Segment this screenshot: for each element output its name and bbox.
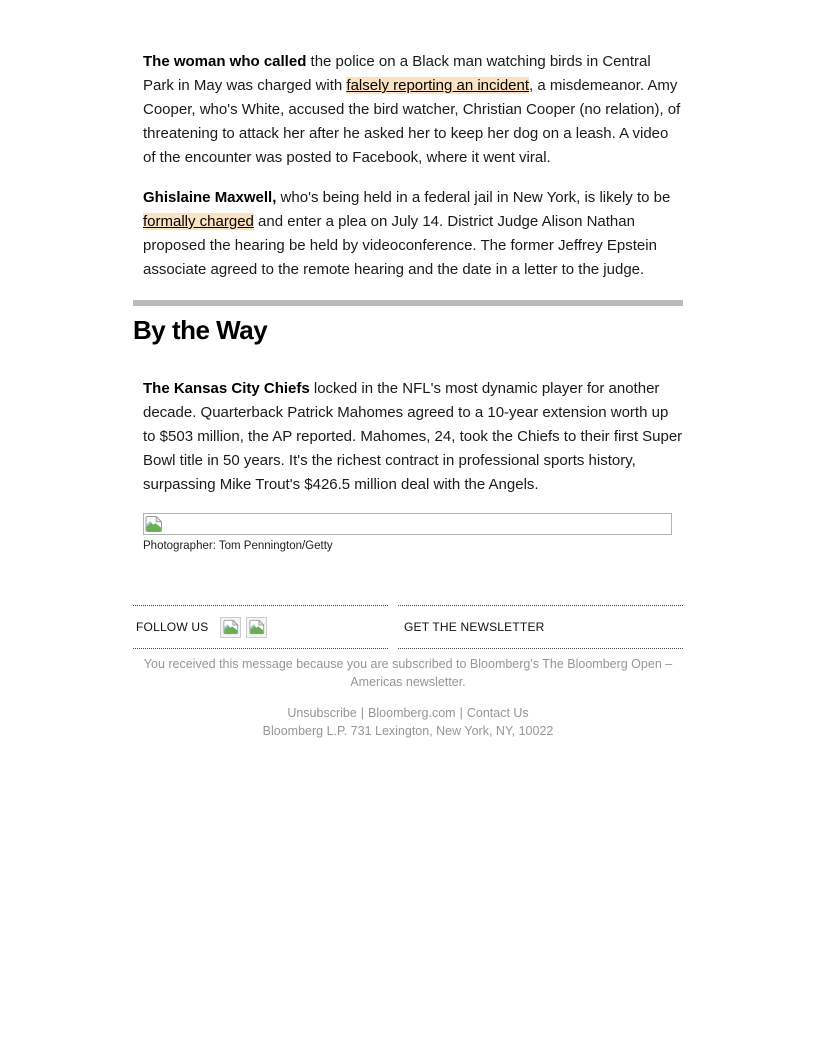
story-text: , a misdemeanor. Amy Cooper, who's White, accused the bird watcher, Christian Cooper (no relation), of threatening to attack her after he asked her to keep her dog on a leash. A video of the encounter was posted to Facebook, where it went viral. [143,77,681,166]
newsletter-body [133,0,683,740]
story-lead: The woman who called [143,53,307,70]
story-lead: The Kansas City Chiefs [143,380,310,397]
section-divider [133,300,683,306]
story-link-falsely-reporting[interactable]: falsely reporting an incident [346,77,530,94]
story-paragraph-ghislaine-maxwell [143,186,683,282]
get-newsletter-bar [398,605,683,649]
unsubscribe-link[interactable]: Unsubscribe [287,706,357,720]
broken-image-icon [249,619,265,635]
story-text: locked in the NFL's most dynamic player for another decade. Quarterback Patrick Mahomes agreed to a 10-year extension worth up to $503 million, the AP reported. Mahomes, 24, took the Chiefs to their first Super Bowl title in 50 years. It's the richest contract in professional sports history, surpassing Mike Trout's $426.5 million deal with the Angels. [143,380,683,493]
story-image-placeholder[interactable] [143,513,672,535]
company-address: Bloomberg L.P. 731 Lexington, New York, NY, 10022 [262,724,554,738]
footer-action-bars [133,605,683,649]
social-icons [220,617,267,638]
story-text: who's being held in a federal jail in New York, is likely to be [276,189,671,206]
story-paragraph-chiefs [143,377,683,497]
link-separator: | [459,706,463,720]
social-link-1[interactable] [220,617,241,638]
broken-image-icon [145,515,163,533]
story-paragraph-amy-cooper [143,50,683,170]
contact-us-link[interactable]: Contact Us [466,706,529,720]
follow-us-label: FOLLOW US [136,620,209,634]
story-text: and enter a plea on July 14. District Judge Alison Nathan proposed the hearing be held by videoconference. The former Jeffrey Epstein associate agreed to the remote hearing and the date in a letter to the judge. [143,213,657,278]
subscription-note: You received this message because you are subscribed to Bloomberg's The Bloomberg Open – Americas newsletter. [143,657,673,689]
story-lead: Ghislaine Maxwell, [143,189,277,206]
follow-us-bar [133,605,388,649]
get-newsletter-link[interactable]: GET THE NEWSLETTER [404,620,545,634]
section-heading-by-the-way: By the Way [133,315,268,345]
photo-credit: Photographer: Tom Pennington/Getty [143,540,333,552]
footer-links [133,704,683,722]
link-separator: | [360,706,365,720]
story-text: the police on a Black man watching birds in Central Park in May was charged with [143,53,651,94]
broken-image-icon [223,619,239,635]
bloomberg-com-link[interactable]: Bloomberg.com [368,706,456,720]
social-link-2[interactable] [246,617,267,638]
story-link-formally-charged[interactable]: formally charged [143,213,254,230]
